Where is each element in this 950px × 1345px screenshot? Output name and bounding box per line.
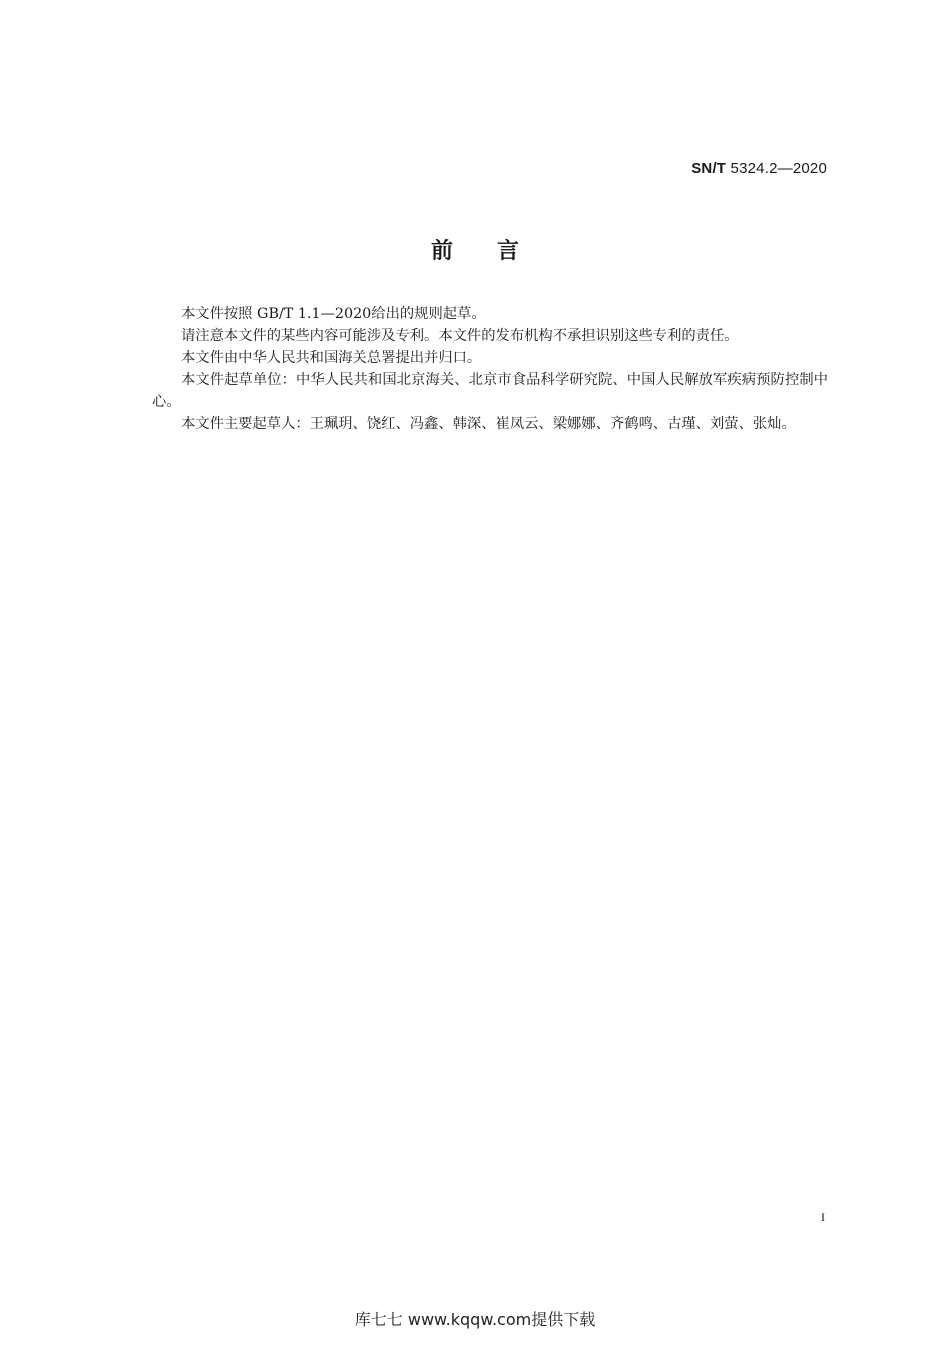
page-title [0,234,950,265]
paragraph-drafters: 本文件主要起草人：王珮玥、饶红、冯鑫、韩深、崔凤云、梁娜娜、齐鹤鸣、古瑾、刘萤、张灿。 [181,416,796,432]
document-code [691,160,827,177]
paragraph-drafting-rules: 本文件按照 GB/T 1.1—2020给出的规则起草。 [181,306,486,322]
document-code-number: 5324.2—2020 [730,160,827,177]
page-number: I [821,1210,825,1224]
page-title-char-1: 前 [430,239,453,264]
document-code-prefix: SN/T [691,160,727,177]
paragraph-drafting-units: 本文件起草单位：中华人民共和国北京海关、北京市食品科学研究院、中国人民解放军疾病预防控制中心。 [152,372,828,410]
page-title-char-2: 言 [497,239,520,264]
foreword-body [152,303,828,435]
paragraph-proposer: 本文件由中华人民共和国海关总署提出并归口。 [181,350,482,366]
paragraph-patent-notice: 请注意本文件的某些内容可能涉及专利。本文件的发布机构不承担识别这些专利的责任。 [181,328,739,344]
footer-download-credit: 库七七 www.kqqw.com提供下载 [354,1310,596,1329]
